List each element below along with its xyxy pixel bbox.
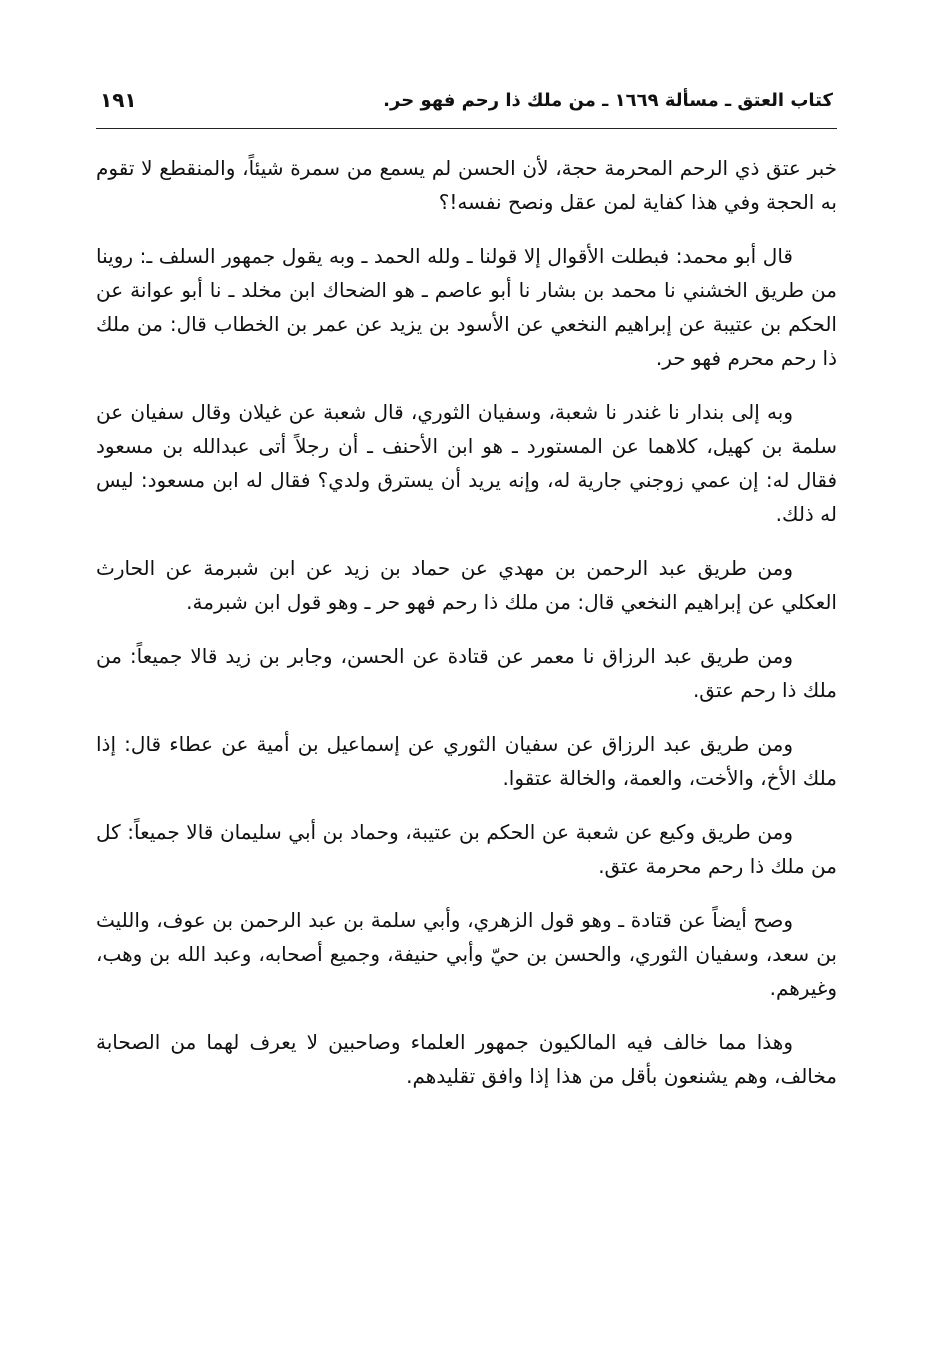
running-title: كتاب العتق ـ مسألة ١٦٦٩ ـ من ملك ذا رحم فهو حر. [383, 90, 833, 111]
paragraph-1: خبر عتق ذي الرحم المحرمة حجة، لأن الحسن لم يسمع من سمرة شيئاً، والمنقطع لا تقوم به الحجة وفي هذا كفاية لمن عقل ونصح نفسه!؟ [96, 156, 837, 214]
paragraph-2: قال أبو محمد: فبطلت الأقوال إلا قولنا ـ ولله الحمد ـ وبه يقول جمهور السلف ـ: روينا من طريق الخشني نا محمد بن بشار نا أبو عاصم ـ هو الضحاك ابن مخلد ـ نا أبو عوانة عن الحكم بن عتيبة عن إبراهيم النخعي عن الأسود بن يزيد عن عمر بن الخطاب قال: من ملك ذا رحم محرم فهو حر. [96, 244, 837, 370]
paragraph-4: ومن طريق عبد الرحمن بن مهدي عن حماد بن زيد عن ابن شبرمة عن الحارث العكلي عن إبراهيم النخعي قال: من ملك ذا رحم فهو حر ـ وهو قول ابن شبرمة. [96, 556, 837, 614]
paragraph-8: وصح أيضاً عن قتادة ـ وهو قول الزهري، وأبي سلمة بن عبد الرحمن بن عوف، والليث بن سعد، وسفيان الثوري، والحسن بن حيّ وأبي حنيفة، وجميع أصحابه، وعبد الله بن وهب، وغيرهم. [96, 908, 837, 1000]
paragraph-7: ومن طريق وكيع عن شعبة عن الحكم بن عتيبة، وحماد بن أبي سليمان قالا جميعاً: كل من ملك ذا رحم محرمة عتق. [96, 820, 837, 878]
page-header [96, 84, 837, 129]
paragraph-3: وبه إلى بندار نا غندر نا شعبة، وسفيان الثوري، قال شعبة عن غيلان وقال سفيان عن سلمة بن كهيل، كلاهما عن المستورد ـ هو ابن الأحنف ـ أن رجلاً أتى عبدالله بن مسعود فقال له: إن عمي زوجني جارية له، وإنه يريد أن يسترق ولدي؟ فقال له ابن مسعود: ليس له ذلك. [96, 400, 837, 526]
paragraph-6: ومن طريق عبد الرزاق عن سفيان الثوري عن إسماعيل بن أمية عن عطاء قال: إذا ملك الأخ، والأخت، والعمة، والخالة عتقوا. [96, 732, 837, 790]
page-body [96, 129, 837, 1093]
page-number: ١٩١ [100, 88, 137, 112]
paragraph-5: ومن طريق عبد الرزاق نا معمر عن قتادة عن الحسن، وجابر بن زيد قالا جميعاً: من ملك ذا رحم عتق. [96, 644, 837, 702]
paragraph-9: وهذا مما خالف فيه المالكيون جمهور العلماء وصاحبين لا يعرف لهما من الصحابة مخالف، وهم يشنعون بأقل من هذا إذا وافق تقليدهم. [96, 1030, 837, 1088]
